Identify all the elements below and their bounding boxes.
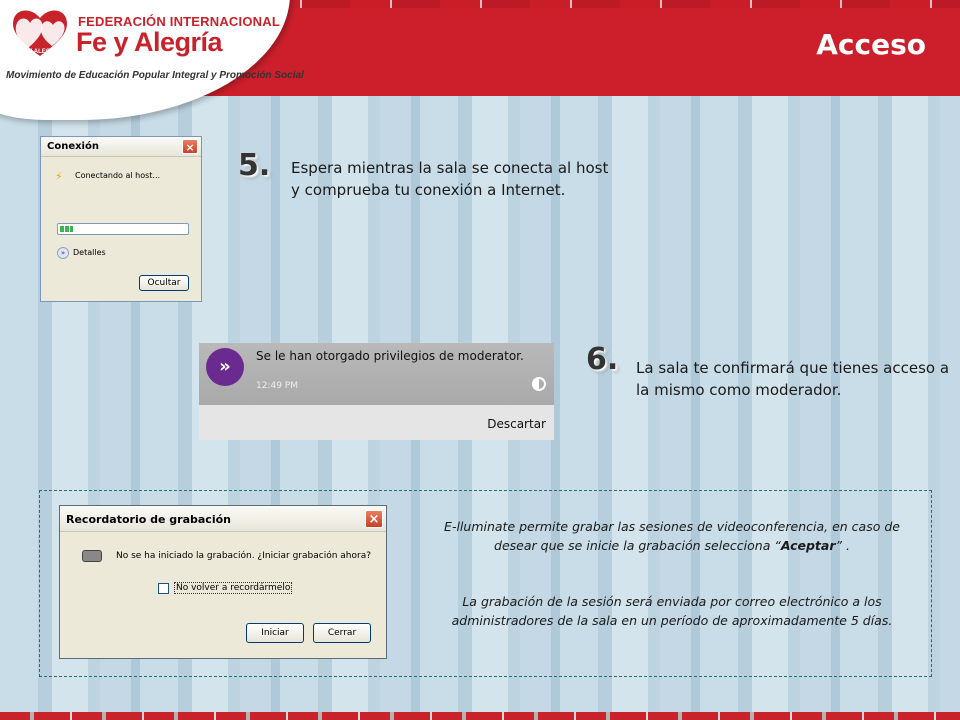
step-6-number: 6. [586, 342, 619, 377]
close-icon[interactable]: × [182, 139, 198, 154]
logo-area [0, 0, 304, 120]
connection-window-titlebar [41, 137, 201, 157]
step-5-text: Espera mientras la sala se conecta al host y comprueba tu conexión a Internet. [291, 159, 609, 199]
close-icon[interactable]: × [365, 510, 383, 528]
notification-time: 12:49 PM [256, 381, 298, 391]
recording-question: No se ha iniciado la grabación. ¿Iniciar grabación ahora? [116, 551, 371, 561]
connection-window-title: Conexión [47, 141, 99, 152]
recording-window-titlebar [60, 506, 386, 532]
accept-keyword: Aceptar [780, 538, 836, 553]
connection-progress-fill [60, 226, 73, 232]
lightning-icon: ⚡ [55, 170, 63, 183]
recording-delivery-note: La grabación de la sesión será enviada por correo electrónico a los administradores de la sala en un período de aproximadamente 5 días. [451, 594, 893, 628]
connection-status: Conectando al host... [75, 171, 161, 180]
recording-description-end: ” . [835, 538, 850, 553]
logo-federation-text: FEDERACIÓN INTERNACIONAL [78, 14, 280, 29]
recording-window-title: Recordatorio de grabación [66, 513, 231, 526]
start-recording-button[interactable]: Iniciar [246, 623, 304, 643]
recording-description-start: E-lluminate permite grabar las sesiones de videoconferencia, en caso de desear que se inicie la grabación selecciona “ [444, 519, 900, 553]
moderator-notification [199, 343, 554, 440]
dismiss-button[interactable]: Descartar [487, 417, 546, 431]
chevron-down-icon[interactable]: » [57, 247, 69, 259]
step-6-text: La sala te confirmará que tienes acceso a la mismo como moderador. [636, 359, 950, 399]
header-decor-strip [260, 0, 960, 8]
notification-header [199, 343, 554, 405]
contrast-icon [532, 377, 546, 391]
recording-description [442, 517, 902, 555]
camera-icon [82, 550, 102, 562]
app-logo-icon: » [206, 348, 244, 386]
logo-heart-text: FE Y ALEGRÍA [19, 49, 61, 55]
logo-name: Fe y Alegría [76, 27, 223, 57]
hearts-logo-icon [8, 6, 72, 60]
dont-remind-label[interactable]: No volver a recordármelo [176, 583, 291, 593]
details-toggle[interactable]: Detalles [73, 248, 106, 257]
step-5-number: 5. [238, 148, 271, 183]
connection-progress-bar [57, 223, 189, 235]
logo-tagline: Movimiento de Educación Popular Integral y Promoción Social [6, 70, 304, 81]
recording-reminder-window [59, 505, 387, 659]
connection-window [40, 136, 202, 302]
page-title: Acceso [816, 28, 926, 61]
hide-button[interactable]: Ocultar [139, 275, 189, 291]
bottom-decor-bar [0, 712, 960, 720]
dont-remind-checkbox[interactable] [158, 583, 169, 594]
notification-message: Se le han otorgado privilegios de moderator. [256, 349, 524, 363]
close-button[interactable]: Cerrar [313, 623, 371, 643]
